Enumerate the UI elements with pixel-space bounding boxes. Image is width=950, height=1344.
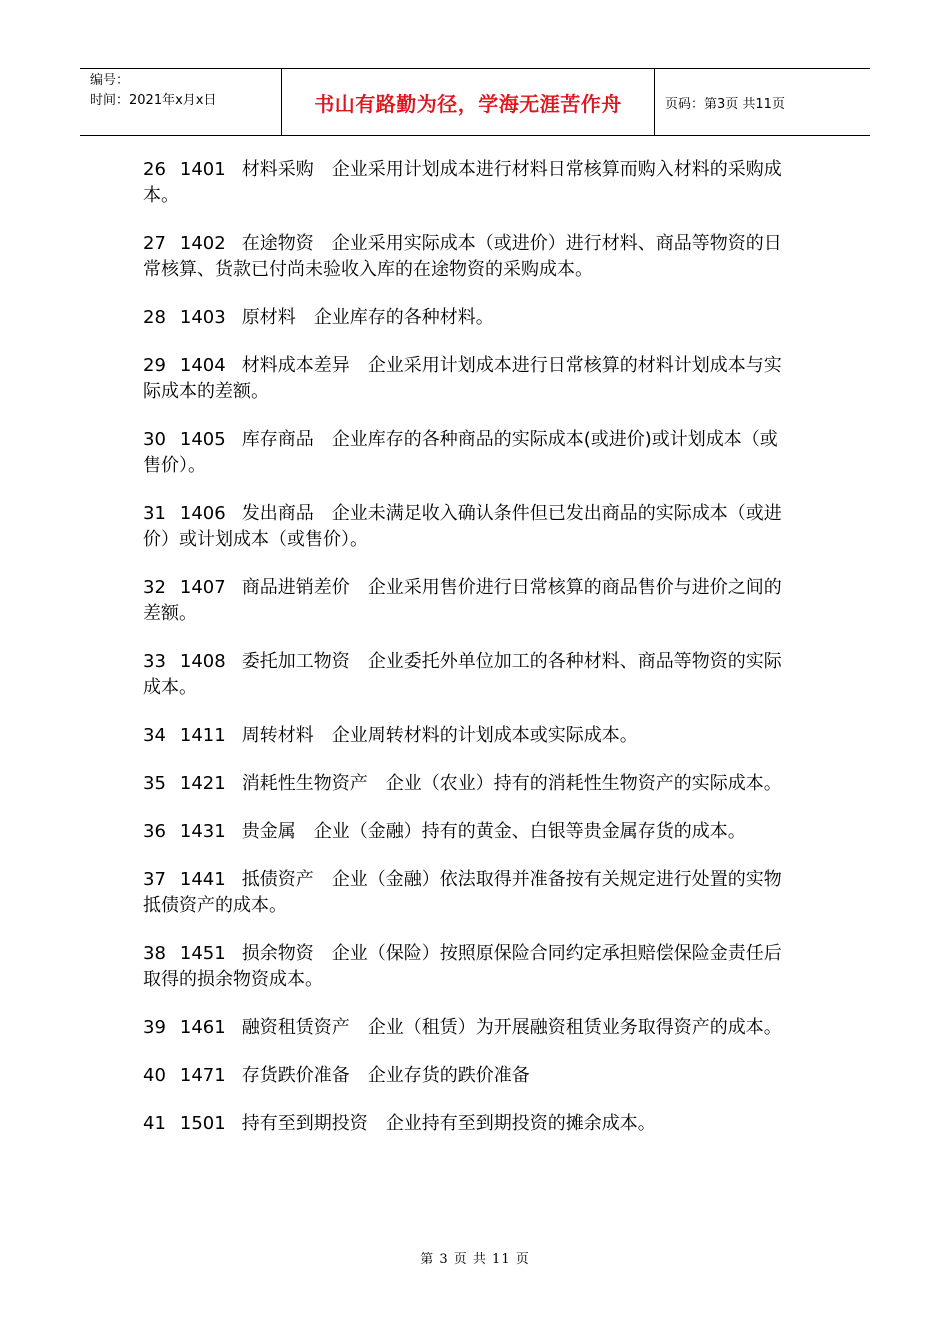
entry-description: 企业持有至到期投资的摊余成本。 (385, 1113, 656, 1134)
entry-name: 材料采购 (241, 159, 314, 180)
entry-34 (143, 723, 795, 749)
entry-29 (143, 353, 795, 405)
entry-description: 企业（保险）按照原保险合同约定承担赔偿保险金责任后取得的损余物资成本。 (143, 943, 782, 990)
entry-description: 企业采用计划成本进行材料日常核算而购入材料的采购成本。 (143, 159, 782, 206)
entry-number: 30 (143, 429, 166, 450)
entry-name: 抵债资产 (241, 869, 314, 890)
entry-code: 1471 (179, 1065, 226, 1086)
entry-description: 企业未满足收入确认条件但已发出商品的实际成本（或进价）或计划成本（或售价）。 (143, 503, 782, 550)
entry-31 (143, 501, 795, 553)
entry-number: 27 (143, 233, 166, 254)
header-page-info: 页码：第3页 共11页 (665, 96, 785, 112)
entry-name: 库存商品 (241, 429, 314, 450)
entry-description: 企业委托外单位加工的各种材料、商品等物资的实际成本。 (143, 651, 782, 698)
entry-number: 40 (143, 1065, 166, 1086)
entry-name: 存货跌价准备 (241, 1065, 350, 1086)
entry-name: 损余物资 (241, 943, 314, 964)
entry-name: 融资租赁资产 (241, 1017, 350, 1038)
entry-name: 委托加工物资 (241, 651, 350, 672)
entry-description: 企业采用计划成本进行日常核算的材料计划成本与实际成本的差额。 (143, 355, 782, 402)
entry-code: 1431 (179, 821, 226, 842)
entry-name: 持有至到期投资 (241, 1113, 368, 1134)
entry-name: 消耗性生物资产 (241, 773, 368, 794)
entry-description: 企业存货的跌价准备 (367, 1065, 530, 1086)
entry-code: 1407 (179, 577, 226, 598)
entry-description: 企业库存的各种商品的实际成本(或进价)或计划成本（或售价）。 (143, 429, 778, 476)
entry-33 (143, 649, 795, 701)
entry-description: 企业采用实际成本（或进价）进行材料、商品等物资的日常核算、货款已付尚未验收入库的在途物资的采购成本。 (143, 233, 782, 280)
entry-36 (143, 819, 795, 845)
entry-name: 材料成本差异 (241, 355, 350, 376)
entry-code: 1402 (179, 233, 226, 254)
entry-description: 企业（金融）持有的黄金、白银等贵金属存货的成本。 (313, 821, 746, 842)
entry-number: 34 (143, 725, 166, 746)
entry-description: 企业（金融）依法取得并准备按有关规定进行处置的实物抵债资产的成本。 (143, 869, 782, 916)
entry-code: 1421 (179, 773, 226, 794)
entry-code: 1501 (179, 1113, 226, 1134)
entry-code: 1411 (179, 725, 226, 746)
entry-description: 企业库存的各种材料。 (313, 307, 494, 328)
entry-number: 41 (143, 1113, 166, 1134)
page-footer: 第 3 页 共 11 页 (420, 1252, 530, 1267)
entry-number: 32 (143, 577, 166, 598)
entry-number: 29 (143, 355, 166, 376)
entry-name: 发出商品 (241, 503, 314, 524)
entry-38 (143, 941, 795, 993)
entry-name: 周转材料 (241, 725, 314, 746)
entry-number: 28 (143, 307, 166, 328)
entry-name: 贵金属 (241, 821, 296, 842)
entry-number: 33 (143, 651, 166, 672)
entry-35 (143, 771, 795, 797)
entry-name: 商品进销差价 (241, 577, 350, 598)
entry-number: 26 (143, 159, 166, 180)
entry-number: 39 (143, 1017, 166, 1038)
entry-39 (143, 1015, 795, 1041)
entry-37 (143, 867, 795, 919)
entry-name: 原材料 (241, 307, 296, 328)
entry-code: 1451 (179, 943, 226, 964)
account-entries (143, 157, 795, 1159)
time-label: 时间：2021年x月x日 (90, 93, 217, 108)
entry-28 (143, 305, 795, 331)
entry-30 (143, 427, 795, 479)
entry-code: 1408 (179, 651, 226, 672)
entry-number: 35 (143, 773, 166, 794)
entry-code: 1405 (179, 429, 226, 450)
entry-number: 37 (143, 869, 166, 890)
entry-description: 企业（租赁）为开展融资租赁业务取得资产的成本。 (367, 1017, 782, 1038)
entry-26 (143, 157, 795, 209)
entry-name: 在途物资 (241, 233, 314, 254)
entry-40 (143, 1063, 795, 1089)
entry-description: 企业周转材料的计划成本或实际成本。 (331, 725, 638, 746)
entry-32 (143, 575, 795, 627)
entry-code: 1441 (179, 869, 226, 890)
entry-code: 1404 (179, 355, 226, 376)
entry-code: 1403 (179, 307, 226, 328)
entry-description: 企业（农业）持有的消耗性生物资产的实际成本。 (385, 773, 782, 794)
entry-number: 36 (143, 821, 166, 842)
entry-27 (143, 231, 795, 283)
entry-code: 1461 (179, 1017, 226, 1038)
entry-code: 1406 (179, 503, 226, 524)
entry-number: 38 (143, 943, 166, 964)
entry-code: 1401 (179, 159, 226, 180)
header-motto: 书山有路勤为径，学海无涯苦作舟 (282, 69, 655, 135)
serial-label: 编号： (90, 73, 130, 88)
document-header (80, 68, 870, 136)
header-meta (80, 69, 282, 135)
entry-number: 31 (143, 503, 166, 524)
entry-41 (143, 1111, 795, 1137)
entry-description: 企业采用售价进行日常核算的商品售价与进价之间的差额。 (143, 577, 782, 624)
